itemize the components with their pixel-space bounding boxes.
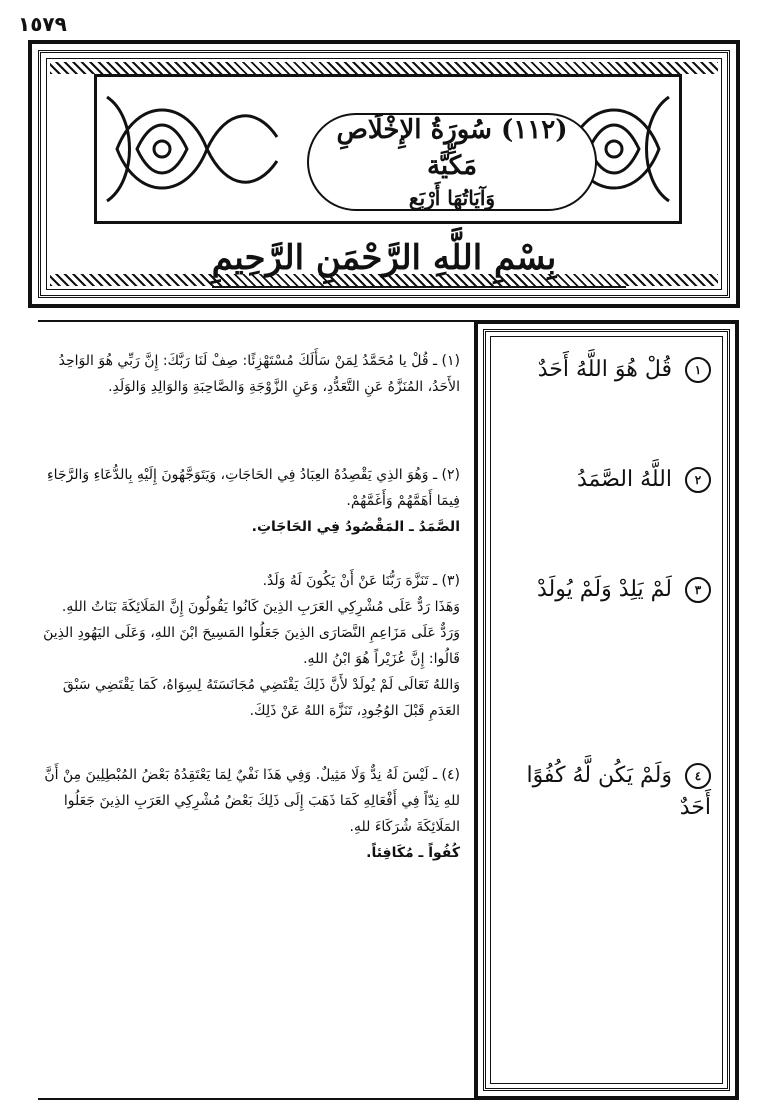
commentary-paragraph: (١) ـ قُلْ يا مُحَمَّدُ لِمَنْ سَأَلَكَ مُسْتَهْزِئًا: صِفْ لَنَا رَبَّكَ: إِنَّ رَبِّي هُوَ الوَاحِدُ الأَحَدُ، المُنَزَّهُ عَنِ التَّعَدُّدِ، وَعَنِ الزَّوْجَةِ وَالصَّاحِبَةِ وَالوَالِدِ وَالوَلَدِ. xyxy=(58,353,460,395)
surah-header-frame xyxy=(28,40,740,308)
verse-text: اللَّهُ الصَّمَدُ xyxy=(576,467,672,492)
verse-3 xyxy=(498,574,711,606)
ornament-panel xyxy=(94,74,682,224)
verse-text: قُلْ هُوَ اللَّهُ أَحَدٌ xyxy=(537,357,672,382)
arabesque-ornament-icon xyxy=(97,77,679,221)
commentary-top-rule xyxy=(38,320,474,322)
basmala: بِسْمِ اللَّهِ الرَّحْمَنِ الرَّحِيمِ xyxy=(211,238,557,278)
commentary-paragraph: (٢) ـ وَهُوَ الذِي يَقْصِدُهُ العِبَادُ فِي الحَاجَاتِ، وَيَتَوَجَّهُونَ إِلَيْهِ بِالدُّعَاءِ وَالرَّجَاءِ فِيمَا أَهَمَّهُمْ وَأَغَمَّهُمْ. xyxy=(47,467,460,509)
verse-2 xyxy=(498,464,711,496)
braid-border-top xyxy=(50,62,718,74)
verse-number-marker: ١ xyxy=(685,357,711,383)
glossary-term: كُفُواً ـ مُكَافِئاً. xyxy=(366,845,460,861)
commentary-paragraph: وَاللهُ تَعَالَى لَمْ يُولَدْ لأَنَّ ذَلِكَ يَقْتَضِي مُجَانَسَتَهُ لِسِوَاهُ، كَمَا يَقْتَضِي سَبْقَ العَدَمِ قَبْلَ الوُجُودِ، تَنَزَّهَ اللهُ عَنْ ذَلِكَ. xyxy=(62,677,460,719)
commentary-bottom-rule xyxy=(38,1098,474,1100)
verse-text: لَمْ يَلِدْ وَلَمْ يُولَدْ xyxy=(537,577,672,602)
commentary-block-2 xyxy=(40,462,460,540)
surah-title: (١١٢) سُورَةُ الإِخْلَاصِ مَكِّيَّة xyxy=(336,115,568,181)
verse-number-marker: ٢ xyxy=(685,467,711,493)
glossary-term: الصَّمَدُ ـ المَقْصُودُ فِي الحَاجَاتِ. xyxy=(251,519,460,535)
commentary-paragraph: (٣) ـ تَنَزَّهَ رَبُّنَا عَنْ أَنْ يَكُونَ لَهُ وَلَدٌ. xyxy=(262,573,460,589)
verse-text: وَلَمْ يَكُن لَّهُ كُفُوًا أَحَدٌ xyxy=(526,763,711,820)
quran-verses-panel xyxy=(474,320,739,1100)
verse-number-marker: ٤ xyxy=(685,763,711,789)
basmala-underline xyxy=(212,286,626,288)
verse-4 xyxy=(498,760,711,824)
commentary-block-3 xyxy=(40,568,460,724)
braid-border-bottom xyxy=(50,274,718,286)
surah-title-cartouche xyxy=(307,113,597,211)
commentary-paragraph: وَرَدٌّ عَلَى مَزَاعِمِ النَّصَارَى الذِينَ جَعَلُوا المَسِيحَ ابْنَ اللهِ، وَعَلَى اليَهُودِ الذِينَ قَالُوا: إِنَّ عُزَيْراً هُوَ ابْنُ اللهِ. xyxy=(43,625,460,667)
surah-verse-count: وَآيَاتُهَا أَرْبَع xyxy=(408,186,496,210)
page-number: ١٥٧٩ xyxy=(18,12,67,36)
verse-1 xyxy=(498,354,711,386)
commentary-block-1 xyxy=(40,348,460,400)
commentary-paragraph: (٤) ـ لَيْسَ لَهُ نِدٌّ وَلَا مَثِيلٌ. وَفِي هَذَا نَفْيٌ لِمَا يَعْتَقِدُهُ بَعْضُ المُبْطِلِينَ مِنْ أَنَّ للهِ نِدّاً فِي أَفْعَالِهِ كَمَا ذَهَبَ إِلَى ذَلِكَ بَعْضُ مُشْرِكِي العَرَبِ الذِينَ جَعَلُوا المَلَائِكَةَ شُرَكَاءَ للهِ. xyxy=(44,767,460,835)
commentary-paragraph: وَهَذَا رَدٌّ عَلَى مُشْرِكِي العَرَبِ الذِينَ كَانُوا يَقُولُونَ إِنَّ المَلَائِكَةَ بَنَاتُ اللهِ. xyxy=(61,599,460,615)
commentary-block-4 xyxy=(40,762,460,866)
verse-number-marker: ٣ xyxy=(685,577,711,603)
